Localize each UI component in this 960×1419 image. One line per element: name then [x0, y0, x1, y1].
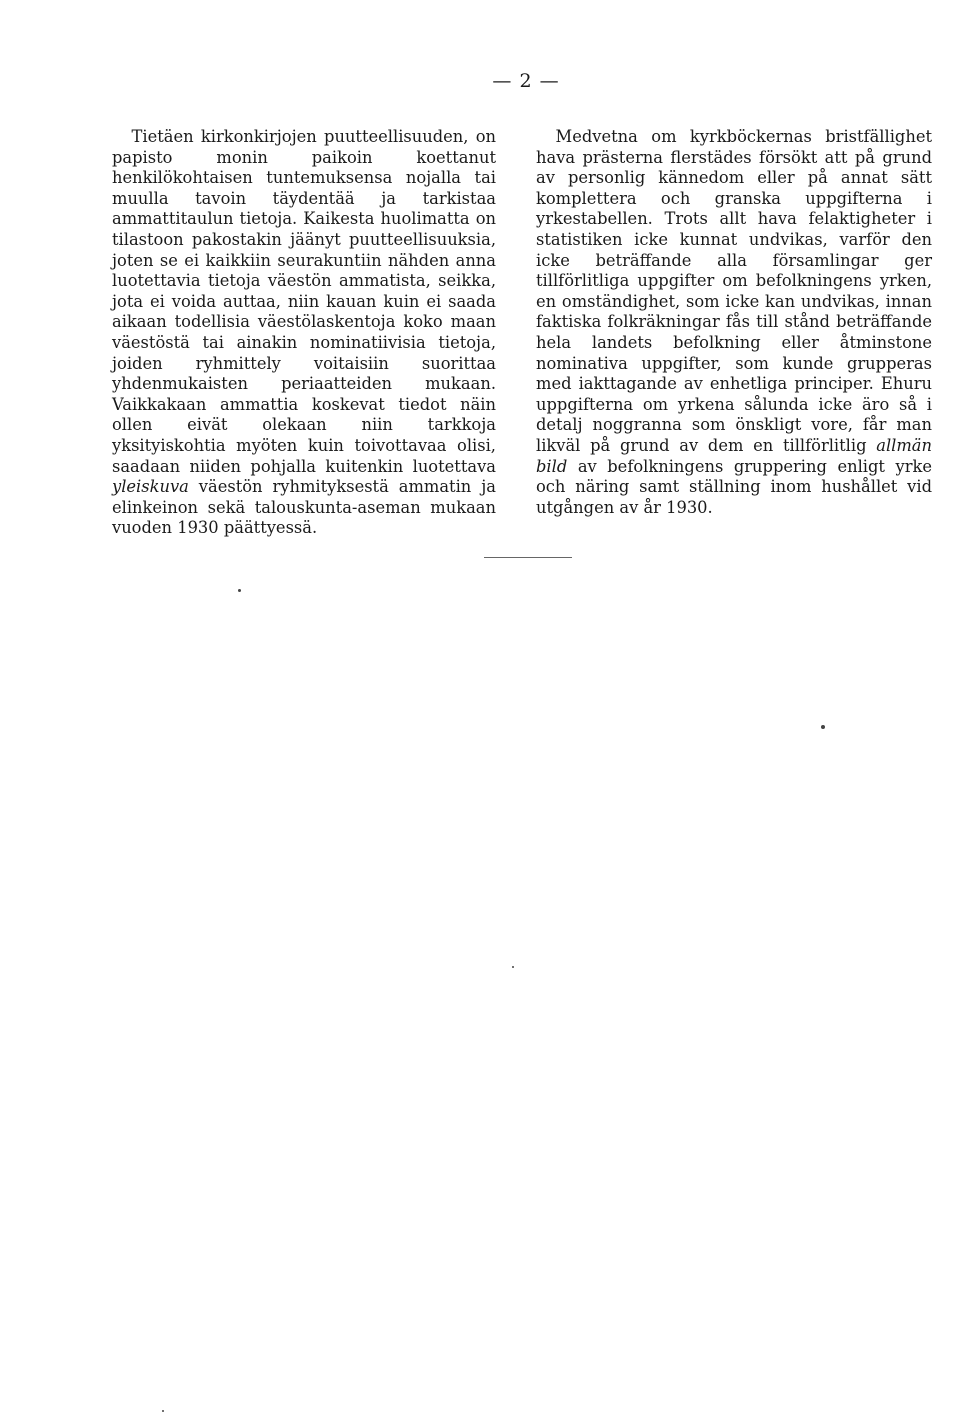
- section-divider: [484, 557, 572, 558]
- scan-speck: [162, 1410, 164, 1412]
- finnish-text-part-2: väestön ryhmityksestä ammatin ja elinkeinon sekä talouskunta-aseman mukaan vuoden 1930 päättyessä.: [112, 477, 496, 538]
- finnish-paragraph: [112, 127, 496, 539]
- finnish-text-part-1: Tietäen kirkonkirjojen puutteellisuuden, on papisto monin paikoin koettanut henkilökohtaisen tuntemuksensa nojalla tai muulla tavoin täydentää ja tarkistaa ammattitaulun tietoja. Kaikesta huolimatta on tilastoon pakostakin jäänyt puutteellisuuksia, joten se ei kaikkiin seurakuntiin nähden anna luotettavia tietoja väestön ammatista, seikka, jota ei voida auttaa, niin kauan kuin ei saada aikaan todellisia väestölaskentoja koko maan väestöstä tai ainakin nominatiivisia tietoja, joiden ryhmittely voitaisiin suorittaa yhdenmukaisten periaatteiden mukaan. Vaikkakaan ammattia koskevat tiedot näin ollen eivät olekaan niin tarkkoja yksityiskohtia myöten kuin toivottavaa olisi, saadaan niiden pohjalla kuitenkin luotettava: [112, 127, 496, 476]
- finnish-text-column: [112, 127, 496, 539]
- finnish-italic-term: yleiskuva: [112, 477, 189, 497]
- swedish-italic-term: allmän bild: [536, 435, 932, 476]
- swedish-paragraph: [536, 127, 932, 518]
- swedish-text-part-2: av befolkningens gruppering enligt yrke och näring samt ställning inom hushållet vid utgången av år 1930.: [536, 456, 932, 517]
- scan-speck: [512, 966, 514, 968]
- swedish-text-part-1: Medvetna om kyrkböckernas bristfällighet hava prästerna flerstädes försökt att på grund av personlig kännedom eller på annat sätt komplettera och granska uppgifterna i yrkestabellen. Trots allt hava felaktigheter i statistiken icke kunnat undvikas, varför den icke beträffande alla församlingar ger tillförlitliga uppgifter om befolkningens yrken, en omständighet, som icke kan undvikas, innan faktiska folkräkningar fås till stånd beträffande hela landets befolkning eller åtminstone nominativa uppgifter, som kunde grupperas med iakttagande av enhetliga principer. Ehuru uppgifterna om yrkena sålunda icke äro så i detalj noggranna som önskligt vore, får man likväl på grund av dem en tillförlitlig: [536, 127, 932, 455]
- swedish-text-column: [536, 127, 932, 518]
- page-number: — 2 —: [492, 70, 560, 92]
- scan-speck: [238, 589, 241, 592]
- scan-speck: [821, 725, 825, 729]
